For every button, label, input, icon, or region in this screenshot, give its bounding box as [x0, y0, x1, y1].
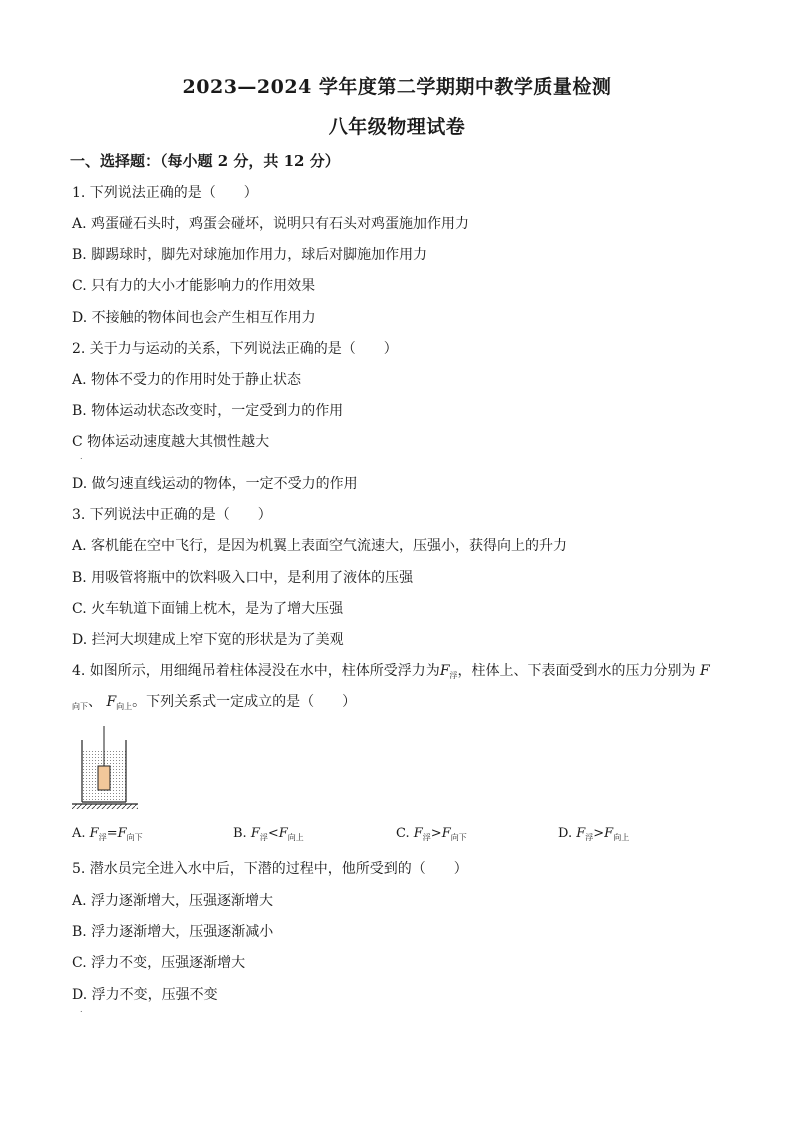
q1-stem: 1. 下列说法正确的是（ ）	[72, 185, 258, 201]
relation-sign: >	[430, 826, 442, 841]
section-heading: 一、选择题：（每小题 2 分，共 12 分）	[70, 152, 340, 170]
q1-option-b: B. 脚踢球时，脚先对球施加作用力，球后对脚施加作用力	[72, 247, 428, 263]
q5-option-b: B. 浮力逐渐增大，压强逐渐减小	[72, 924, 274, 940]
sub-downward: 向下	[126, 833, 143, 842]
sub-buoyancy: 浮	[98, 833, 107, 842]
q3-option-d: D. 拦河大坝建成上窄下宽的形状是为了美观	[72, 632, 344, 648]
q2-option-a: A. 物体不受力的作用时处于静止状态	[72, 372, 302, 388]
f-symbol: F	[576, 826, 586, 841]
q1-option-a: A. 鸡蛋碰石头时，鸡蛋会碰坏，说明只有石头对鸡蛋施加作用力	[72, 216, 470, 232]
q5-option-c: C. 浮力不变，压强逐渐增大	[72, 955, 246, 971]
cylinder-in-water-figure	[70, 726, 140, 810]
sub-buoyancy: 浮	[422, 833, 431, 842]
stray-dot: .	[80, 452, 83, 461]
q2-stem: 2. 关于力与运动的关系，下列说法正确的是（ ）	[72, 341, 398, 357]
q4-stem-line2	[72, 691, 356, 711]
f-symbol: F	[117, 826, 127, 841]
relation-sign: <	[267, 826, 279, 841]
q4-stem-part3: 。下列关系式一定成立的是（ ）	[132, 694, 357, 710]
sub-upward: 向上	[613, 833, 630, 842]
f-symbol: F	[106, 694, 117, 710]
exam-subtitle: 八年级物理试卷	[328, 116, 466, 138]
f-symbol: F	[278, 826, 288, 841]
q4-option-d	[558, 826, 629, 841]
q3-stem: 3. 下列说法中正确的是（ ）	[72, 507, 272, 523]
q3-option-c: C. 火车轨道下面铺上枕木，是为了增大压强	[72, 601, 344, 617]
q4-stem-line1	[72, 660, 710, 680]
q5-option-a: A. 浮力逐渐增大，压强逐渐增大	[72, 893, 274, 909]
relation-sign: >	[593, 826, 605, 841]
q2-option-d: D. 做匀速直线运动的物体，一定不受力的作用	[72, 476, 358, 492]
sub-upward: 向上	[116, 702, 133, 711]
exam-title: 2023—2024 学年度第二学期期中教学质量检测	[182, 76, 612, 98]
q2-option-b: B. 物体运动状态改变时，一定受到力的作用	[72, 403, 344, 419]
q1-option-d: D. 不接触的物体间也会产生相互作用力	[72, 310, 316, 326]
ground-hatch	[72, 804, 138, 809]
separator: 、	[88, 694, 102, 710]
sub-downward: 向下	[450, 833, 467, 842]
option-letter: B.	[233, 826, 247, 841]
sub-upward: 向上	[287, 833, 304, 842]
option-letter: A.	[72, 826, 86, 841]
q4-option-b	[233, 826, 304, 841]
q3-option-a: A. 客机能在空中飞行，是因为机翼上表面空气流速大，压强小，获得向上的升力	[72, 538, 568, 554]
relation-sign: =	[106, 826, 118, 841]
f-symbol: F	[439, 663, 450, 679]
sub-buoyancy: 浮	[449, 671, 458, 680]
sub-buoyancy: 浮	[585, 833, 594, 842]
q3-option-b: B. 用吸管将瓶中的饮料吸入口中，是利用了液体的压强	[72, 570, 414, 586]
f-symbol: F	[699, 663, 710, 679]
sub-buoyancy: 浮	[259, 833, 268, 842]
q5-option-d: D. 浮力不变，压强不变	[72, 987, 218, 1003]
f-symbol: F	[250, 826, 260, 841]
q2-option-c: C 物体运动速度越大其惯性越大	[72, 434, 270, 450]
f-symbol: F	[441, 826, 451, 841]
q1-option-c: C. 只有力的大小才能影响力的作用效果	[72, 278, 316, 294]
q5-stem: 5. 潜水员完全进入水中后，下潜的过程中，他所受到的（ ）	[72, 861, 468, 877]
f-symbol: F	[89, 826, 99, 841]
stray-dot: .	[80, 1005, 83, 1014]
q4-stem-part2: ，柱体上、下表面受到水的压力分别为	[457, 663, 696, 679]
q4-option-a	[72, 826, 143, 841]
f-symbol: F	[604, 826, 614, 841]
option-letter: D.	[558, 826, 573, 841]
sub-downward: 向下	[72, 702, 88, 711]
option-letter: C.	[396, 826, 410, 841]
f-symbol: F	[413, 826, 423, 841]
cylinder	[98, 766, 110, 790]
q4-option-c	[396, 826, 467, 841]
q4-stem-part1: 4. 如图所示，用细绳吊着柱体浸没在水中，柱体所受浮力为	[72, 663, 440, 679]
